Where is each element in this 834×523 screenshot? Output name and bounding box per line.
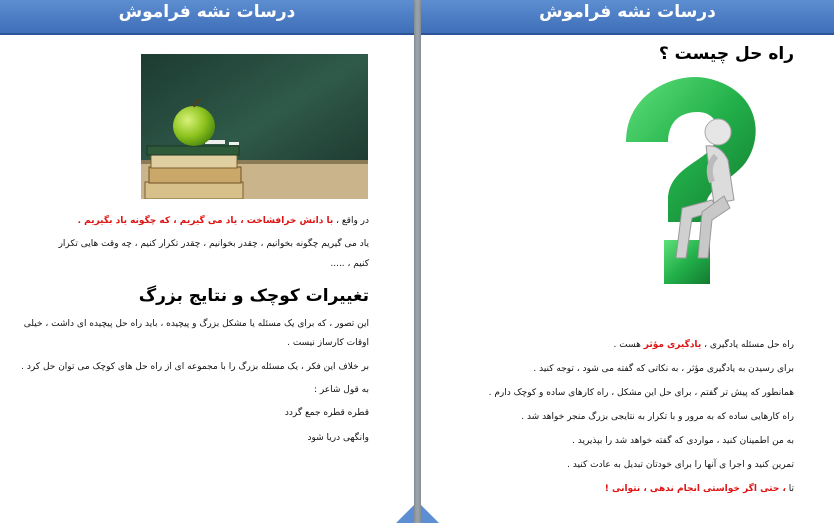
line-1: [614, 340, 794, 350]
page-header: [421, 0, 834, 35]
paragraph-1-line-2: یاد می گیریم چگونه بخوانیم ، چقدر بخوانیم ، چقدر تکرار کنیم ، چه وقت هایی تکرار: [58, 239, 369, 249]
paragraph-2-line-1: این تصور ، که برای یک مسئله یا مشکل بزرگ و پیچیده ، باید راه حل پیچیده ای داشت ، خیلی: [23, 319, 369, 329]
line-3: همانطور که پیش تر گفتم ، برای حل این مشکل ، راه کارهای ساده و کوچک دارم .: [488, 388, 794, 398]
poem-line-2: وانگهی دریا شود: [307, 433, 369, 443]
section-heading: تغییرات کوچک و نتایج بزرگ: [138, 286, 369, 306]
left-page: [0, 0, 414, 523]
para1-prefix: در واقع ،: [333, 216, 369, 226]
paragraph-1-line-3: کنیم ، .....: [330, 259, 369, 269]
quote-intro: به قول شاعر :: [313, 385, 369, 395]
line-6: تمرین کنید و اجرا ی آنها را برای خودتان تبدیل به عادت کنید .: [567, 460, 794, 470]
paragraph-1-line-1: [78, 216, 369, 226]
para1-emphasis: با دانش خرافشاخت ، یاد می گیریم ، که چگونه یاد بگیریم .: [77, 216, 334, 226]
line7-prefix: تا: [785, 484, 794, 494]
question-mark-thinker-figure: [606, 72, 776, 290]
line1-prefix: راه حل مسئله یادگیری ،: [701, 340, 794, 350]
header-title: درسات نشه فراموش: [118, 2, 296, 22]
page-corner: [421, 505, 439, 523]
line7-emphasis: ، حتی اگر خواستی انجام ندهی ، نتوانی !: [604, 484, 786, 494]
section-heading: راه حل چیست ؟: [658, 44, 794, 64]
paragraph-3: بر خلاف این فکر ، یک مسئله بزرگ را با مجموعه ای از راه حل های کوچک می توان حل کرد .: [21, 362, 369, 372]
page-corner: [396, 505, 414, 523]
right-page: [421, 0, 834, 523]
poem-line-1: قطره قطره جمع گردد: [284, 408, 369, 418]
line-7: [605, 484, 794, 494]
paragraph-2-line-2: اوقات کارساز نیست .: [287, 338, 369, 348]
line-2: برای رسیدن به یادگیری مؤثر ، به نکاتی که گفته می شود ، توجه کنید .: [533, 364, 794, 374]
line1-emphasis: یادگیری مؤثر: [643, 340, 702, 350]
line-5: به من اطمینان کنید ، مواردی که گفته خواهد شد را بپذیرید .: [572, 436, 794, 446]
header-title: درسات نشه فراموش: [539, 2, 716, 22]
page-header: [0, 0, 414, 35]
line-4: راه کارهایی ساده که به مرور و با تکرار به نتایجی بزرگ منجر خواهد شد .: [521, 412, 794, 422]
line1-suffix: هست .: [613, 340, 644, 350]
apple-on-books-photo: [141, 54, 368, 199]
